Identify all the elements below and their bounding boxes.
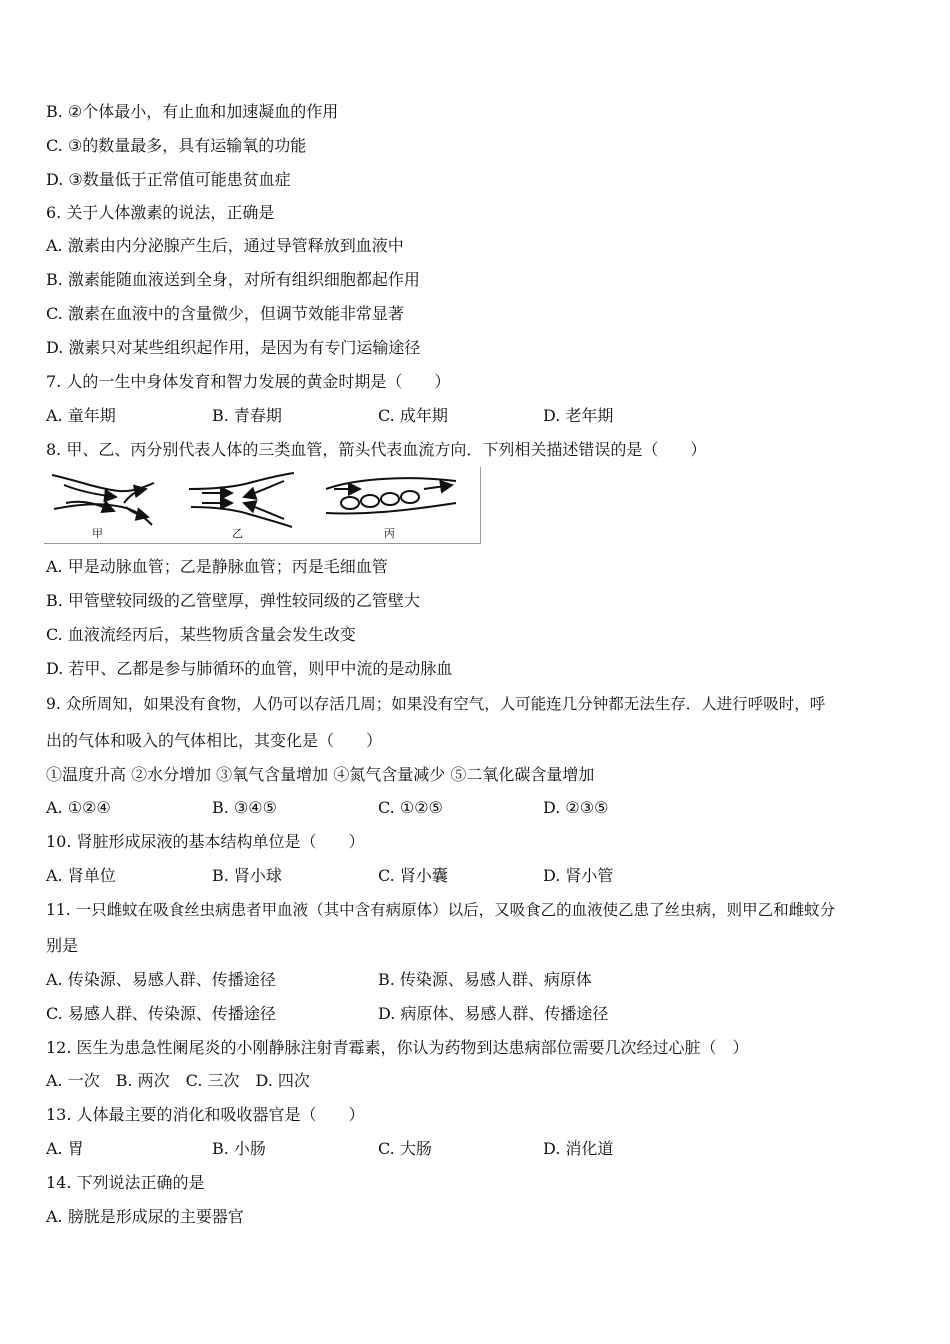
- vessel-label-jia: 甲: [92, 527, 103, 540]
- q7-option-b: B. 青春期: [212, 406, 282, 425]
- q8-option-b: B. 甲管壁较同级的乙管壁厚，弹性较同级的乙管壁大: [46, 591, 420, 610]
- q8-option-c: C. 血液流经丙后，某些物质含量会发生改变: [46, 625, 356, 644]
- q9-stem-line2: 出的气体和吸入的气体相比，其变化是（ ）: [46, 731, 383, 750]
- vessel-label-yi: 乙: [232, 527, 243, 540]
- q6-option-a: A. 激素由内分泌腺产生后，通过导管释放到血液中: [46, 236, 404, 255]
- q7-option-c: C. 成年期: [378, 406, 448, 425]
- q13-option-c: C. 大肠: [378, 1139, 432, 1158]
- q6-stem: 6. 关于人体激素的说法，正确是: [46, 203, 275, 222]
- q11-option-a: A. 传染源、易感人群、传播途径: [46, 970, 276, 989]
- vessel-yi-drawing: [189, 473, 294, 527]
- q9-items: ①温度升高 ②水分增加 ③氧气含量增加 ④氮气含量减少 ⑤二氧化碳含量增加: [46, 765, 595, 784]
- q14-option-a: A. 膀胱是形成尿的主要器官: [46, 1207, 244, 1226]
- q13-option-a: A. 胃: [46, 1139, 84, 1158]
- q11-option-d: D. 病原体、易感人群、传播途径: [378, 1004, 609, 1023]
- q9-stem-line1: 9. 众所周知，如果没有食物，人仍可以存活几周；如果没有空气，人可能连几分钟都无法生存．人进行呼吸时，呼: [46, 695, 826, 713]
- blood-vessel-diagram: [44, 467, 480, 543]
- q10-option-b: B. 肾小球: [212, 866, 282, 885]
- blood-vessel-figure: [44, 467, 481, 544]
- q8-stem: 8. 甲、乙、丙分别代表人体的三类血管，箭头代表血流方向．下列相关描述错误的是（ ）: [46, 440, 707, 459]
- q13-stem: 13. 人体最主要的消化和吸收器官是（ ）: [46, 1105, 365, 1124]
- vessel-jia-drawing: [52, 475, 154, 525]
- q13-option-b: B. 小肠: [212, 1139, 266, 1158]
- q9-option-c: C. ①②⑤: [378, 798, 443, 817]
- q10-stem: 10. 肾脏形成尿液的基本结构单位是（ ）: [46, 832, 365, 851]
- q14-stem: 14. 下列说法正确的是: [46, 1173, 205, 1192]
- q10-option-a: A. 肾单位: [46, 866, 116, 885]
- q5-option-d: D. ③数量低于正常值可能患贫血症: [46, 170, 291, 189]
- q8-option-d: D. 若甲、乙都是参与肺循环的血管，则甲中流的是动脉血: [46, 659, 453, 678]
- vessel-label-bing: 丙: [384, 527, 395, 540]
- q6-option-b: B. 激素能随血液送到全身，对所有组织细胞都起作用: [46, 270, 420, 289]
- q8-option-a: A. 甲是动脉血管；乙是静脉血管；丙是毛细血管: [46, 557, 388, 576]
- q10-option-c: C. 肾小囊: [378, 866, 448, 885]
- q7-option-d: D. 老年期: [543, 406, 614, 425]
- q5-option-c: C. ③的数量最多，具有运输氧的功能: [46, 136, 307, 155]
- q11-option-c: C. 易感人群、传染源、传播途径: [46, 1004, 276, 1023]
- q7-stem: 7. 人的一生中身体发育和智力发展的黄金时期是（ ）: [46, 372, 451, 391]
- vessel-bing-drawing: [326, 478, 456, 513]
- q10-option-d: D. 肾小管: [543, 866, 614, 885]
- q11-stem-line1: 11. 一只雌蚊在吸食丝虫病患者甲血液（其中含有病原体）以后，又吸食乙的血液使乙患了丝虫病，则甲乙和雌蚊分: [46, 901, 836, 919]
- q11-stem-line2: 别是: [46, 936, 79, 955]
- q12-stem: 12. 医生为患急性阑尾炎的小刚静脉注射青霉素，你认为药物到达患病部位需要几次经过心脏（ ）: [46, 1038, 749, 1057]
- q9-option-b: B. ③④⑤: [212, 798, 277, 817]
- q13-option-d: D. 消化道: [543, 1139, 614, 1158]
- q11-option-b: B. 传染源、易感人群、病原体: [378, 970, 592, 989]
- q6-option-c: C. 激素在血液中的含量微少，但调节效能非常显著: [46, 304, 404, 323]
- q6-option-d: D. 激素只对某些组织起作用，是因为有专门运输途径: [46, 338, 421, 357]
- q9-option-d: D. ②③⑤: [543, 798, 609, 817]
- q5-option-b: B. ②个体最小，有止血和加速凝血的作用: [46, 102, 339, 121]
- q7-option-a: A. 童年期: [46, 406, 116, 425]
- q12-options: A. 一次 B. 两次 C. 三次 D. 四次: [46, 1071, 310, 1090]
- q9-option-a: A. ①②④: [46, 798, 111, 817]
